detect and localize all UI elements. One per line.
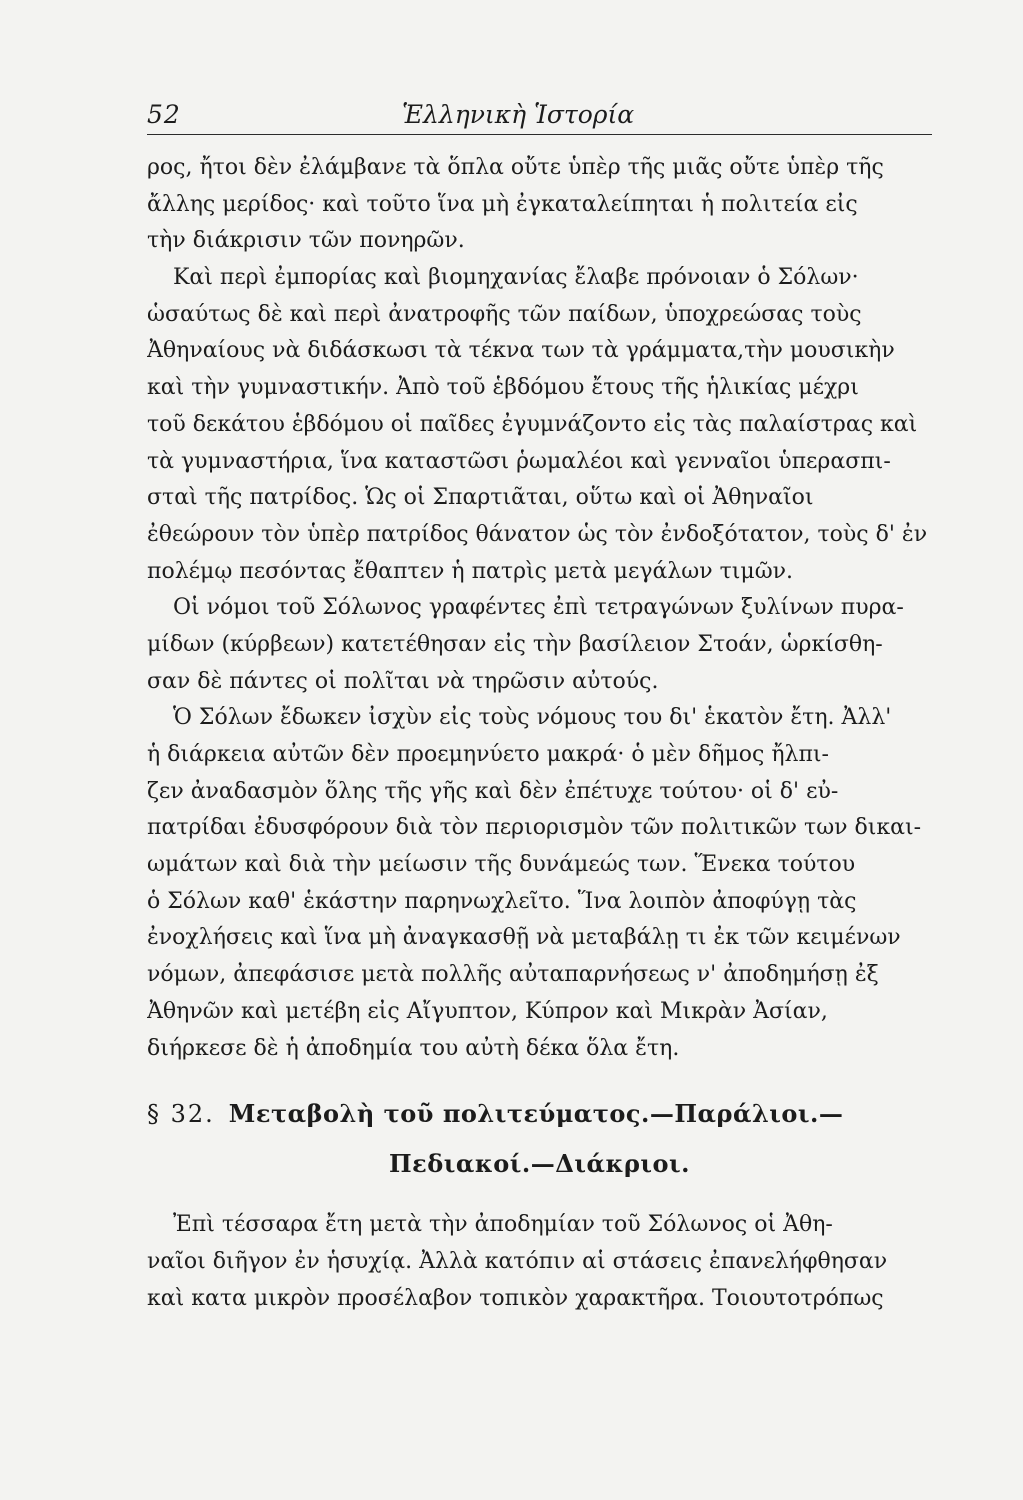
- text-line: Ὁ Σόλων ἔδωκεν ἰσχὺν εἰς τοὺς νόμους του δι' ἑκατὸν ἔτη. Ἀλλ': [173, 705, 892, 731]
- text-line: τὰ γυμναστήρια, ἵνα καταστῶσι ῥωμαλέοι καὶ γενναῖοι ὑπερασπι-: [147, 448, 891, 474]
- text-line: ρος, ἤτοι δὲν ἐλάμβανε τὰ ὅπλα οὔτε ὑπὲρ τῆς μιᾶς οὔτε ὑπὲρ τῆς: [147, 155, 884, 180]
- text-line: ὡσαύτως δὲ καὶ περὶ ἀνατροφῆς τῶν παίδων, ὑποχρεώσας τοὺς: [147, 301, 862, 327]
- paragraph: [147, 260, 932, 590]
- text-line: ὁ Σόλων καθ' ἑκάστην παρηνωχλεῖτο. Ἵνα λοιπὸν ἀποφύγῃ τὰς: [147, 888, 857, 914]
- page-number: 52: [147, 100, 181, 129]
- text-line: σαν δὲ πάντες οἱ πολῖται νὰ τηρῶσιν αὐτούς.: [147, 668, 659, 694]
- text-line: σταὶ τῆς πατρίδος. Ὡς οἱ Σπαρτιᾶται, οὕτω καὶ οἱ Ἀθηναῖοι: [147, 485, 814, 511]
- text-line: Ἐπὶ τέσσαρα ἔτη μετὰ τὴν ἀποδημίαν τοῦ Σόλωνος οἱ Ἀθη-: [173, 1212, 833, 1238]
- paragraph: [147, 150, 932, 260]
- text-line: ἡ διάρκεια αὐτῶν δὲν προεμηνύετο μακρά· ὁ μὲν δῆμος ἤλπι-: [147, 742, 829, 767]
- section-number: § 32.: [147, 1100, 215, 1129]
- text-line: καὶ τὴν γυμναστικήν. Ἀπὸ τοῦ ἑβδόμου ἔτους τῆς ἡλικίας μέχρι: [147, 375, 859, 401]
- section-heading: [147, 1089, 932, 1189]
- text-line: ωμάτων καὶ διὰ τὴν μείωσιν τῆς δυνάμεώς των. Ἕνεκα τούτου: [147, 852, 856, 878]
- section-title: Μεταβολὴ τοῦ πολιτεύματος.—Παράλιοι.—: [228, 1099, 844, 1129]
- text-line: μίδων (κύρβεων) κατετέθησαν εἰς τὴν βασίλειον Στοάν, ὡρκίσθη-: [147, 631, 883, 657]
- text-line: νόμων, ἀπεφάσισε μετὰ πολλῆς αὐταπαρνήσεως ν' ἀποδημήσῃ ἐξ: [147, 962, 879, 988]
- paragraph: [147, 1207, 932, 1317]
- paragraph: [147, 590, 932, 700]
- text-line: ἐθεώρουν τὸν ὑπὲρ πατρίδος θάνατον ὡς τὸν ἐνδοξότατον, τοὺς δ' ἐν: [147, 521, 928, 547]
- text-line: τοῦ δεκάτου ἑβδόμου οἱ παῖδες ἐγυμνάζοντο εἰς τὰς παλαίστρας καὶ: [147, 411, 918, 437]
- text-line: πολέμῳ πεσόντας ἔθαπτεν ἡ πατρὶς μετὰ μεγάλων τιμῶν.: [147, 558, 794, 584]
- text-line: τὴν διάκρισιν τῶν πονηρῶν.: [147, 228, 465, 254]
- text-line: Καὶ περὶ ἐμπορίας καὶ βιομηχανίας ἔλαβε πρόνοιαν ὁ Σόλων·: [173, 265, 859, 291]
- page-body: [147, 150, 932, 1317]
- paragraph: [147, 700, 932, 1067]
- page-header: [147, 98, 932, 135]
- text-line: ἐνοχλήσεις καὶ ἵνα μὴ ἀναγκασθῇ νὰ μεταβάλῃ τι ἐκ τῶν κειμένων: [147, 925, 901, 951]
- text-line: καὶ κατα μικρὸν προσέλαβον τοπικὸν χαρακτῆρα. Τοιουτοτρόπως: [147, 1285, 884, 1311]
- text-line: ναῖοι διῆγον ἐν ἡσυχίᾳ. Ἀλλὰ κατόπιν αἱ στάσεις ἐπανελήφθησαν: [147, 1248, 888, 1274]
- text-line: Οἱ νόμοι τοῦ Σόλωνος γραφέντες ἐπὶ τετραγώνων ξυλίνων πυρα-: [173, 595, 904, 621]
- text-line: διήρκεσε δὲ ἡ ἀποδημία του αὐτὴ δέκα ὅλα ἔτη.: [147, 1035, 680, 1061]
- text-line: πατρίδαι ἐδυσφόρουν διὰ τὸν περιορισμὸν τῶν πολιτικῶν των δικαι-: [147, 815, 922, 841]
- text-line: Ἀθηναίους νὰ διδάσκωσι τὰ τέκνα των τὰ γράμματα,τὴν μουσικὴν: [147, 338, 895, 364]
- text-line: ζεν ἀναδασμὸν ὅλης τῆς γῆς καὶ δὲν ἐπέτυχε τούτου· οἱ δ' εὐ-: [147, 778, 839, 804]
- running-title: Ἑλληνικὴ Ἱστορία: [402, 100, 635, 129]
- text-line: ἄλλης μερίδος· καὶ τοῦτο ἵνα μὴ ἐγκαταλείπηται ἡ πολιτεία εἰς: [147, 191, 858, 217]
- text-line: Ἀθηνῶν καὶ μετέβη εἰς Αἴγυπτον, Κύπρον καὶ Μικρὰν Ἀσίαν,: [147, 998, 828, 1024]
- section-title-continued: Πεδιακοί.—Διάκριοι.: [388, 1149, 691, 1179]
